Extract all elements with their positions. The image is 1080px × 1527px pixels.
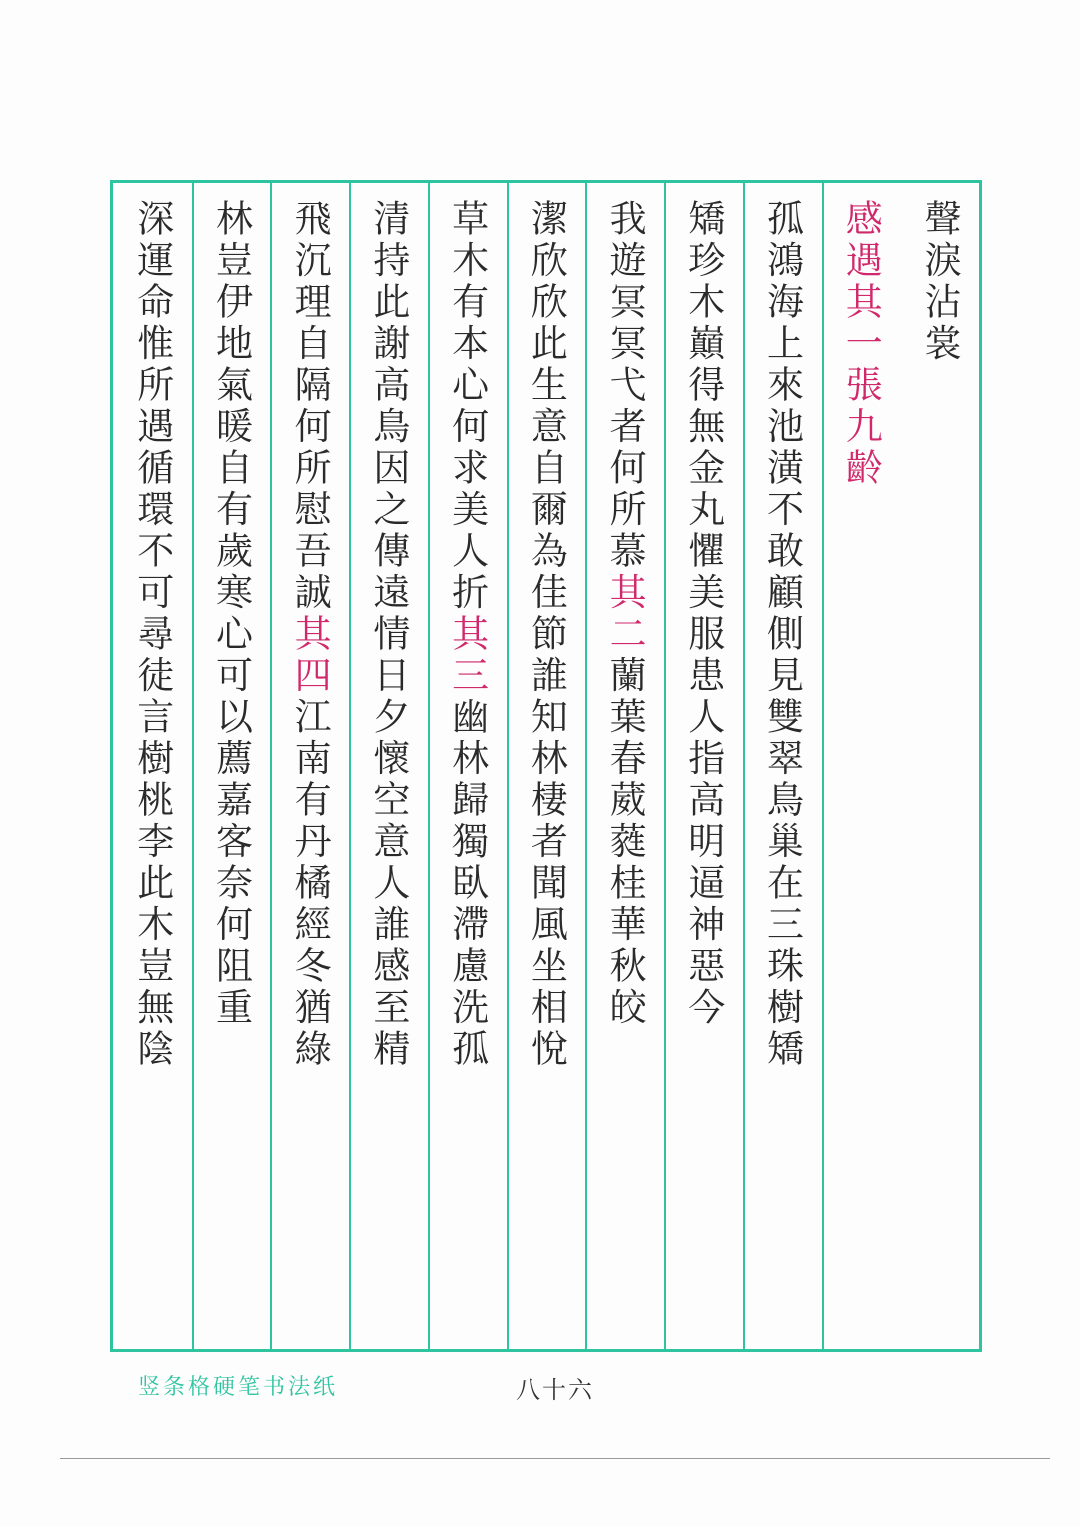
column-text <box>824 199 901 1343</box>
text-column-4 <box>664 183 743 1349</box>
column-text <box>430 199 507 1343</box>
text-column-7 <box>428 183 507 1349</box>
column-text <box>509 199 586 1343</box>
text-column-5 <box>585 183 664 1349</box>
column-text <box>745 199 822 1343</box>
poem-text: 聲淚沾裳 <box>917 199 961 365</box>
poem-text: 我遊冥冥弋者何所慕 <box>603 199 647 573</box>
column-text <box>351 199 428 1343</box>
calligraphy-grid-sheet <box>110 180 982 1352</box>
text-column-3 <box>743 183 822 1349</box>
poem-text: 孤鴻海上來池潢不敢顧側見雙翠鳥巢在三珠樹矯 <box>760 199 804 1071</box>
poem-heading: 其三 <box>445 614 489 697</box>
column-text <box>900 199 979 1343</box>
poem-text: 深運命惟所遇循環不可尋徒言樹桃李此木豈無陰 <box>130 199 174 1071</box>
paper-title: 竖条格硬笔书法纸 <box>138 1375 339 1400</box>
poem-text: 幽林歸獨臥滯慮洗孤 <box>445 697 489 1071</box>
column-text <box>113 199 192 1343</box>
text-column-1 <box>900 183 979 1349</box>
poem-text: 潔欣欣此生意自爾為佳節誰知林棲者聞風坐相悅 <box>524 199 568 1071</box>
poem-text: 清持此謝高鳥因之傳遠情日夕懷空意人誰感至精 <box>366 199 410 1071</box>
poem-heading: 其二 <box>603 572 647 656</box>
poem-text: 飛沉理自隔何所慰吾誠 <box>288 199 332 614</box>
column-text <box>666 199 743 1343</box>
text-column-8 <box>349 183 428 1349</box>
text-column-6 <box>507 183 586 1349</box>
text-column-9 <box>270 183 349 1349</box>
column-text <box>587 199 664 1343</box>
poem-text: 江南有丹橘經冬猶綠 <box>288 697 332 1071</box>
column-text <box>272 199 349 1343</box>
page-number: 八十六 <box>516 1376 594 1404</box>
text-column-11 <box>113 183 192 1349</box>
text-column-2 <box>822 183 901 1349</box>
poem-heading: 感遇其一張九齡 <box>839 199 883 490</box>
poem-text: 蘭葉春葳蕤桂華秋皎 <box>603 655 647 1029</box>
poem-text: 草木有本心何求美人折 <box>445 199 489 614</box>
poem-text: 林豈伊地氣暖自有歲寒心可以薦嘉客奈何阻重 <box>209 199 253 1029</box>
column-text <box>194 199 271 1343</box>
poem-heading: 其四 <box>288 614 332 697</box>
scan-edge-line <box>60 1458 1050 1459</box>
poem-text: 矯珍木巔得無金丸懼美服患人指高明逼神惡今 <box>681 199 725 1029</box>
text-column-10 <box>192 183 271 1349</box>
